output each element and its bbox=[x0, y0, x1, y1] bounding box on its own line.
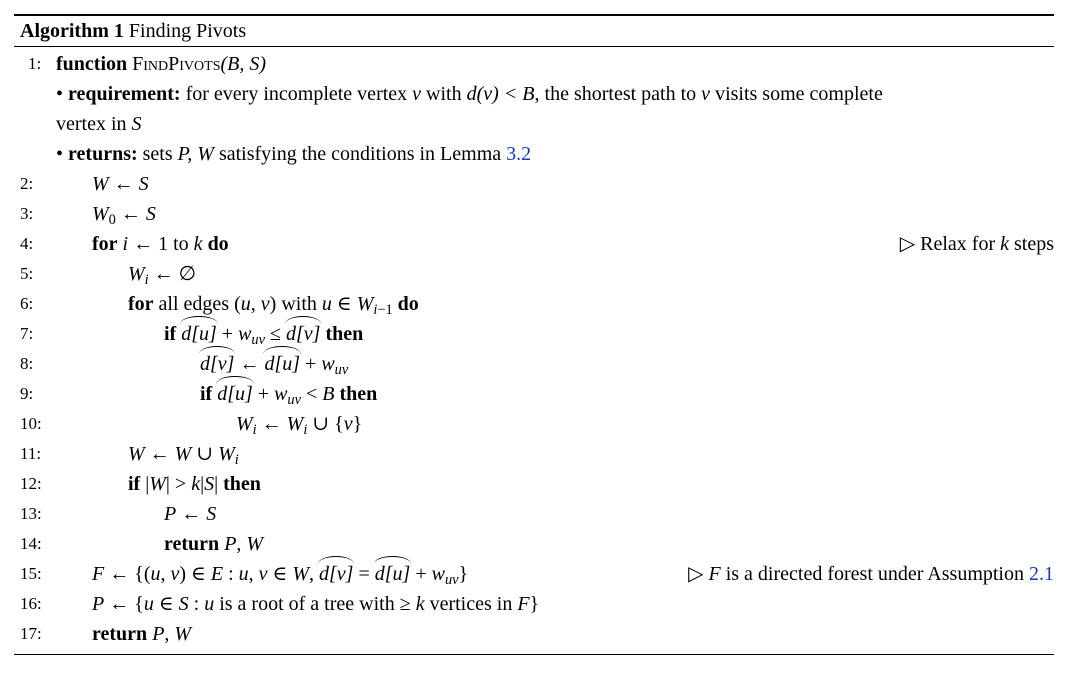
line-13: 13: P ← S bbox=[14, 499, 1054, 529]
line-12: 12: if |W| > k|S| then bbox=[14, 469, 1054, 499]
bottom-rule bbox=[14, 654, 1054, 655]
requirement-text: vertex in bbox=[56, 113, 127, 135]
line-number: 12: bbox=[20, 474, 42, 493]
returns-block: • returns: sets P, W satisfying the conditions in Lemma 3.2 bbox=[56, 143, 532, 165]
line-14: 14: return P, W bbox=[14, 529, 1054, 559]
returns-text: satisfying the conditions in Lemma bbox=[218, 143, 502, 165]
line-16: 16: P ← {u ∈ S : u is a root of a tree with ≥ k vertices in F} bbox=[14, 589, 1054, 619]
comment-relax: ▷ Relax for k steps bbox=[899, 233, 1054, 255]
line-number: 17: bbox=[20, 624, 42, 643]
line-number: 16: bbox=[20, 594, 42, 613]
line-code bbox=[56, 49, 266, 79]
line-6: 6: for all edges (u, v) with u ∈ $W_{i-1}$ do bbox=[14, 289, 1054, 319]
line-17: 17: return P, W bbox=[14, 619, 1054, 649]
line-9: 9: if $d[u] + w_{uv} < B$ then bbox=[14, 379, 1054, 409]
line-number: 11: bbox=[20, 444, 42, 463]
var-v: v bbox=[701, 83, 711, 105]
line-number: 5: bbox=[20, 264, 34, 283]
algorithm-header bbox=[14, 16, 1054, 46]
var-S: S bbox=[131, 113, 142, 135]
line-3: 3: $W_0$ ← S bbox=[14, 199, 1054, 229]
line-number: 4: bbox=[20, 234, 34, 253]
var-v: v bbox=[412, 83, 422, 105]
line-8: 8: d[v] ← $d[u] + w_{uv}$ bbox=[14, 349, 1054, 379]
assumption-ref-link[interactable]: 2.1 bbox=[1029, 563, 1054, 585]
math-dv: d(v) < B bbox=[466, 83, 535, 105]
algorithm-label: Algorithm 1 bbox=[20, 20, 124, 42]
line-1 bbox=[14, 49, 1054, 79]
requirement-text: , the shortest path to bbox=[534, 83, 697, 105]
requirement-text: for every incomplete vertex bbox=[185, 83, 408, 105]
line-15: 15: F ← {(u, v) ∈ E : u, v ∈ W, $d[v] = d[u] + w_{uv}$} ▷ F is a directed forest under Assumption 2.1 bbox=[14, 559, 1054, 589]
keyword-function: function bbox=[56, 53, 128, 75]
returns-vars: P, W bbox=[177, 143, 214, 165]
line-number: 8: bbox=[20, 354, 34, 373]
requirement-text: visits some complete bbox=[715, 83, 883, 105]
line-number: 6: bbox=[20, 294, 34, 313]
line-number: 13: bbox=[20, 504, 42, 523]
requirement-text: with bbox=[426, 83, 462, 105]
algorithm-title: Finding Pivots bbox=[128, 20, 247, 42]
line-number: 15: bbox=[20, 564, 42, 583]
line-number: 14: bbox=[20, 534, 42, 553]
requirement-block: • requirement: for every incomplete vertex v with d(v) < B, the shortest path to v visits some complete vertex in S bbox=[56, 83, 883, 135]
line-number: 7: bbox=[20, 324, 34, 343]
comment-forest: ▷ F is a directed forest under Assumption 2.1 bbox=[688, 563, 1054, 585]
requirement-label: requirement: bbox=[68, 83, 181, 105]
line-4: 4: for i ← 1 to k do ▷ Relax for k steps bbox=[14, 229, 1054, 259]
line-11: 11: W ← W ∪ $W_i$ bbox=[14, 439, 1054, 469]
algorithm-body bbox=[14, 47, 1054, 649]
returns-text: sets bbox=[142, 143, 173, 165]
line-5: 5: $W_i$ ← ∅ bbox=[14, 259, 1054, 289]
line-number: 3: bbox=[20, 204, 34, 223]
algorithm-box bbox=[14, 14, 1054, 655]
function-args: (B, S) bbox=[220, 53, 267, 75]
line-2: 2: W ← S bbox=[14, 169, 1054, 199]
returns-label: returns: bbox=[68, 143, 138, 165]
line-number: 1: bbox=[28, 54, 42, 73]
lemma-ref-link[interactable]: 3.2 bbox=[506, 143, 532, 165]
line-number: 10: bbox=[20, 414, 42, 433]
line-number: 9: bbox=[20, 384, 34, 403]
line-7: 7: if $d[u] + w_{uv} \le d[v]$ then bbox=[14, 319, 1054, 349]
line-number: 2: bbox=[20, 174, 34, 193]
function-name: FindPivots bbox=[132, 53, 221, 75]
line-10: 10: $W_i$ ← $W_i$ ∪ {v} bbox=[14, 409, 1054, 439]
